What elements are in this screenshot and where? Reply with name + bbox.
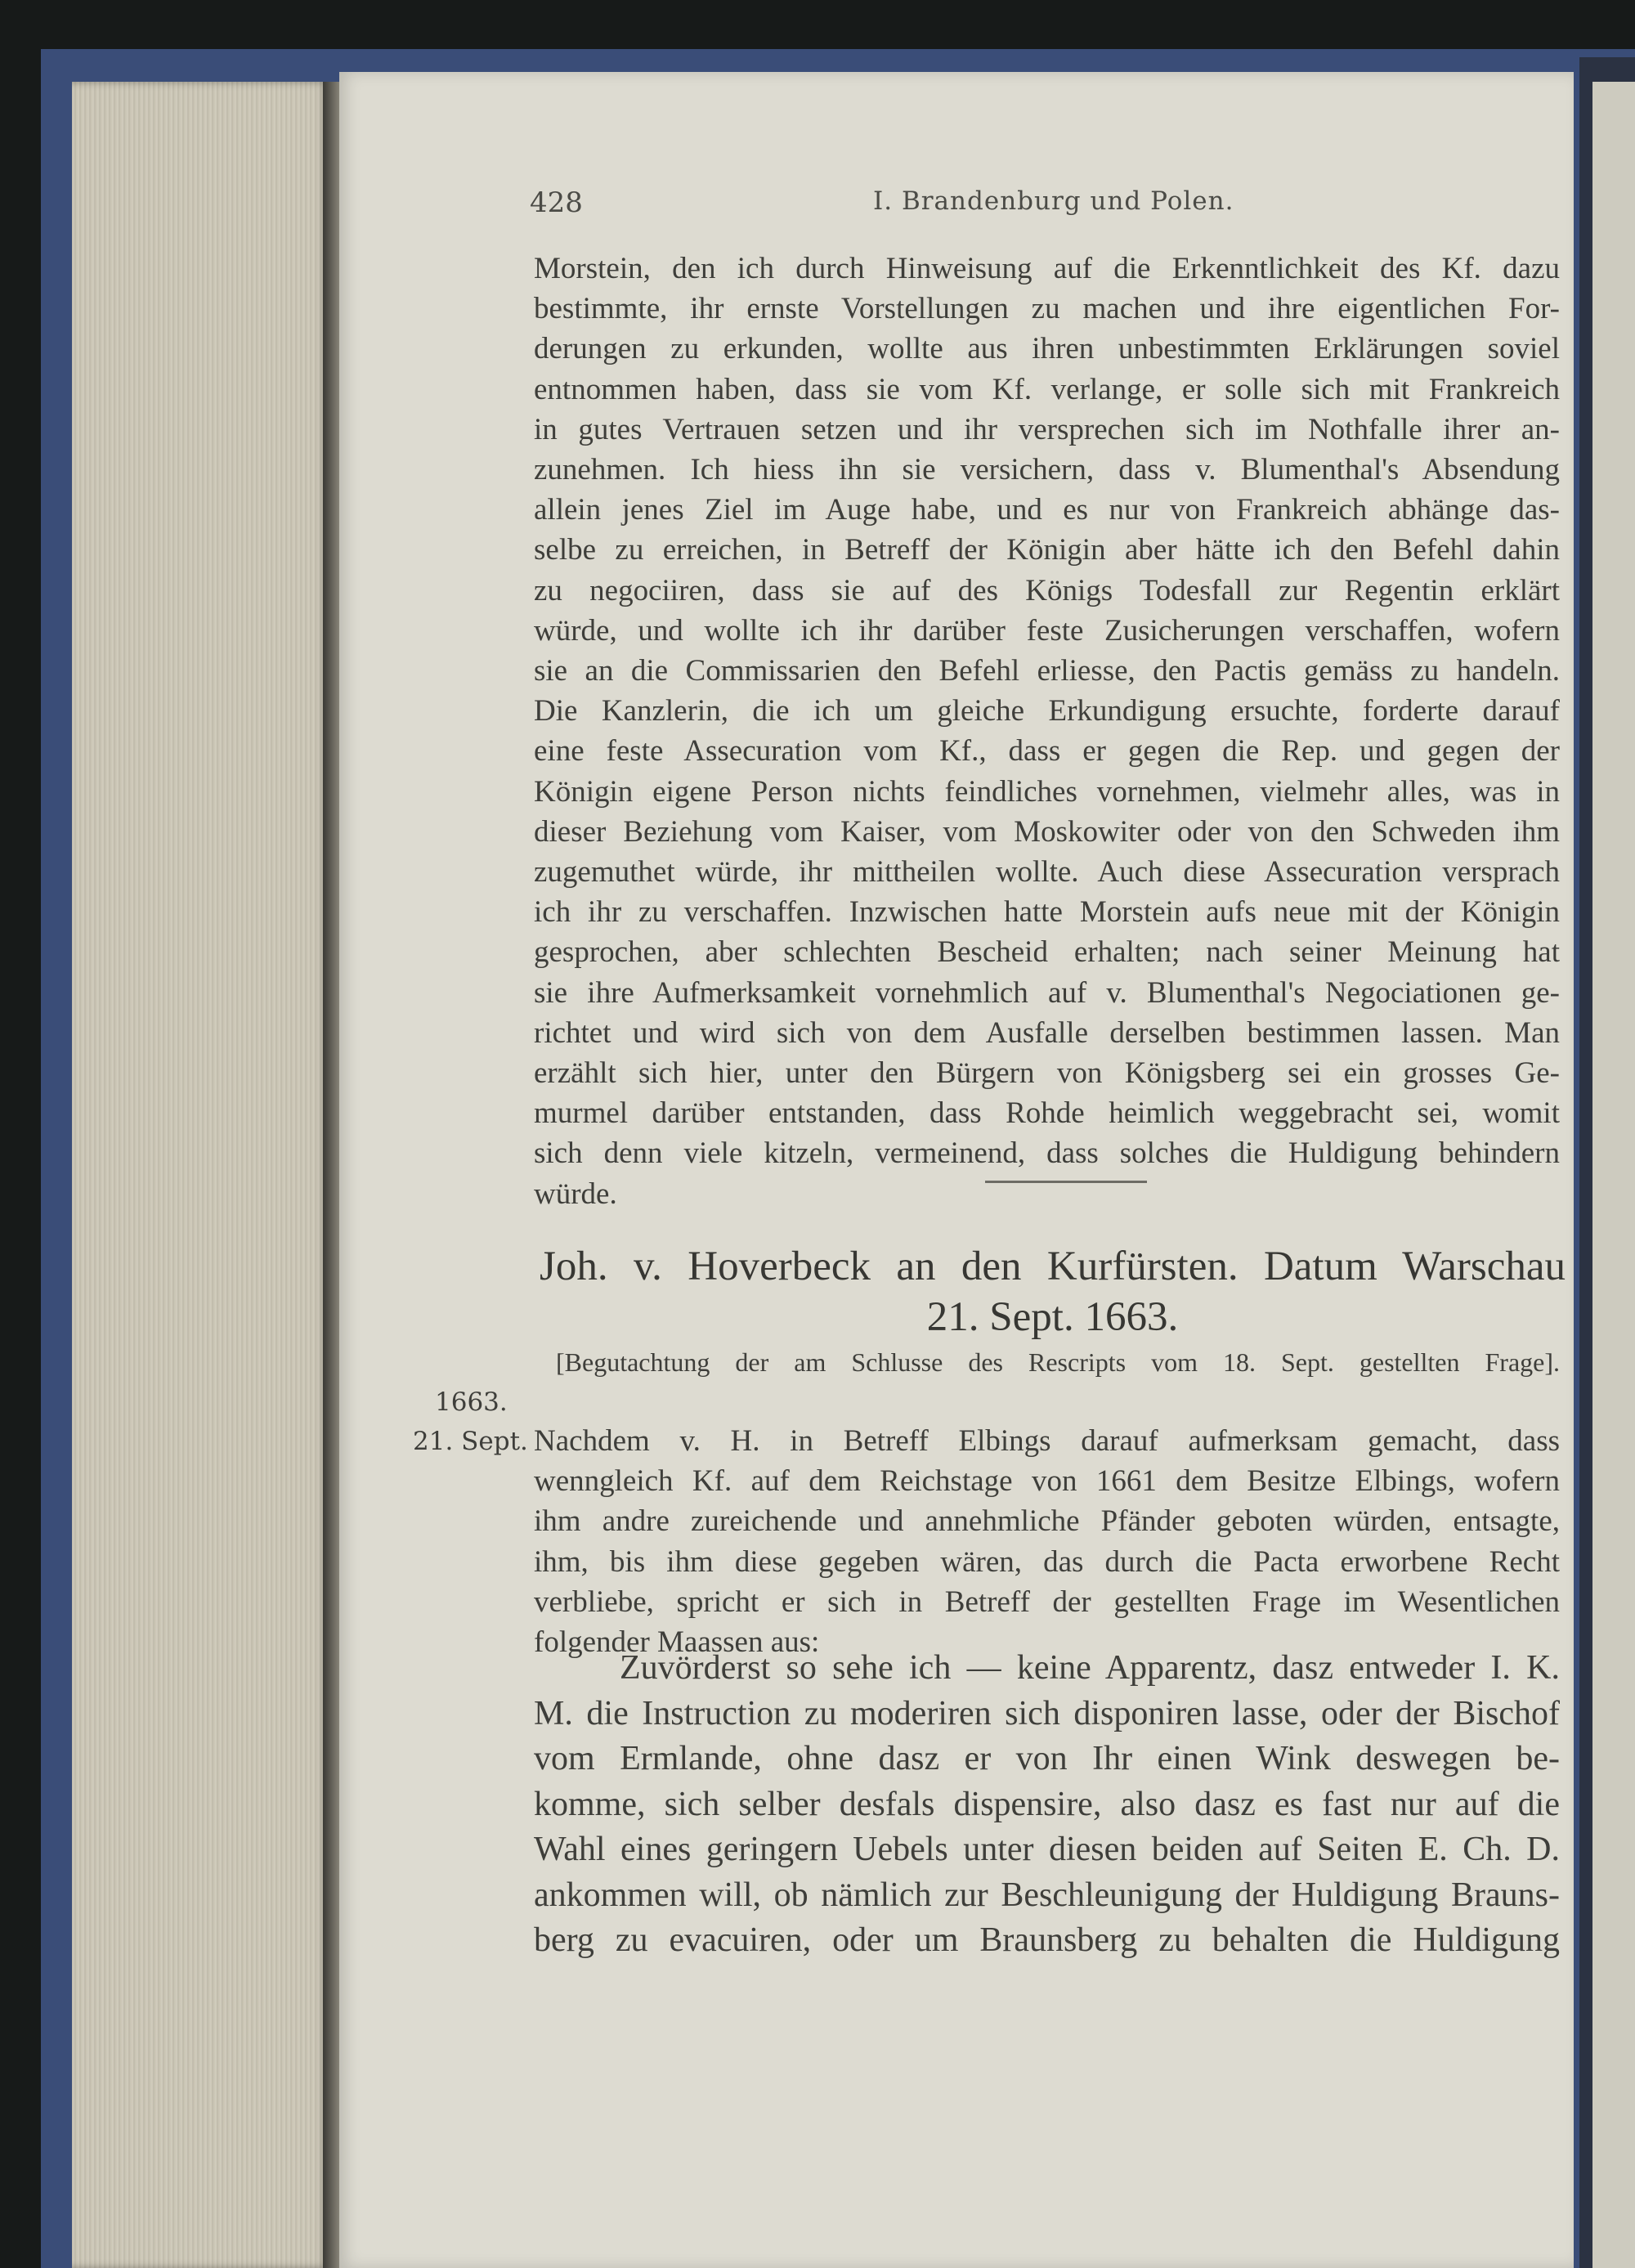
text-line: derungen zu erkunden, wollte aus ihren unbestimmten Erklärungen soviel: [534, 332, 1560, 366]
text-line: wenngleich Kf. auf dem Reichstage von 1661 dem Besitze Elbings, wofern: [534, 1464, 1560, 1499]
running-title: I. Brandenburg und Polen.: [873, 186, 1234, 216]
document-heading: [540, 1241, 1566, 1342]
text-line: würde.: [534, 1177, 617, 1211]
text-line: entnommen haben, dass sie vom Kf. verlange, er solle sich mit Frankreich: [534, 372, 1560, 406]
text-line: Zuvörderst so sehe ich — keine Apparentz, dasz entweder I. K.: [620, 1649, 1560, 1687]
text-line: würde, und wollte ich ihr darüber feste Zusicherungen verschaffen, wofern: [534, 613, 1560, 648]
text-line: sie an die Commissarien den Befehl erliesse, den Pactis gemäss zu handeln.: [534, 654, 1560, 688]
text-line: allein jenes Ziel im Auge habe, und es nur von Frankreich abhänge das-: [534, 493, 1560, 527]
margin-note-date: 21. Sept.: [413, 1427, 528, 1456]
text-line: Königin eigene Person nichts feindliches vornehmen, vielmehr alles, was in: [534, 774, 1560, 809]
text-line: dieser Beziehung vom Kaiser, vom Moskowiter oder von den Schweden ihm: [534, 814, 1560, 849]
document-title-line-1: Joh. v. Hoverbeck an den Kurfürsten. Datum Warschau: [540, 1244, 1566, 1289]
text-line: ihm andre zureichende und annehmliche Pfänder geboten würden, entsagte,: [534, 1504, 1560, 1539]
page-number: 428: [530, 186, 583, 219]
text-line: ich ihr zu verschaffen. Inzwischen hatte Morstein aufs neue mit der Königin: [534, 895, 1560, 930]
text-line: Nachdem v. H. in Betreff Elbings darauf aufmerksam gemacht, dass: [534, 1424, 1560, 1458]
text-line: erzählt sich hier, unter den Bürgern von Königsberg sei ein grosses Ge-: [534, 1056, 1560, 1091]
quoted-letter-text: [534, 1646, 1560, 1964]
page-header: [0, 186, 1635, 227]
text-line: komme, sich selber desfals dispensire, also dasz es fast nur auf die: [534, 1785, 1560, 1823]
facing-page-edge: [1592, 82, 1635, 2268]
text-line: berg zu evacuiren, oder um Braunsberg zu behalten die Huldigung: [534, 1921, 1560, 1959]
text-line: murmel darüber entstanden, dass Rohde heimlich weggebracht sei, womit: [534, 1096, 1560, 1131]
text-line: sie ihre Aufmerksamkeit vornehmlich auf v. Blumenthal's Negociationen ge-: [534, 975, 1560, 1010]
text-line: eine feste Assecuration vom Kf., dass er gegen die Rep. und gegen der: [534, 734, 1560, 769]
text-line: zunehmen. Ich hiess ihn sie versichern, dass v. Blumenthal's Absendung: [534, 453, 1560, 487]
text-line: richtet und wird sich von dem Ausfalle derselben bestimmen lassen. Man: [534, 1015, 1560, 1050]
document-summary: [Begutachtung der am Schlusse des Rescripts vom 18. Sept. gestellten Frage].: [556, 1347, 1560, 1377]
text-line: in gutes Vertrauen setzen und ihr versprechen sich im Nothfalle ihrer an-: [534, 412, 1560, 446]
text-line: bestimmte, ihr ernste Vorstellungen zu machen und ihre eigentlichen For-: [534, 292, 1560, 326]
text-line: Die Kanzlerin, die ich um gleiche Erkundigung ersuchte, forderte darauf: [534, 694, 1560, 728]
text-line: folgender Maassen aus:: [534, 1625, 820, 1660]
text-line: Wahl eines geringern Uebels unter diesen beiden auf Seiten E. Ch. D.: [534, 1831, 1560, 1868]
text-line: selbe zu erreichen, in Betreff der Königin aber hätte ich den Befehl dahin: [534, 533, 1560, 567]
margin-note-year: 1663.: [435, 1387, 508, 1417]
text-line: Morstein, den ich durch Hinweisung auf die Erkenntlichkeit des Kf. dazu: [534, 252, 1560, 285]
text-line: gesprochen, aber schlechten Bescheid erhalten; nach seiner Meinung hat: [534, 935, 1560, 970]
text-line: verbliebe, spricht er sich in Betreff der gestellten Frage im Wesentlichen: [534, 1584, 1560, 1619]
text-line: ankommen will, ob nämlich zur Beschleunigung der Huldigung Brauns-: [534, 1876, 1560, 1914]
page-block-edge: [72, 82, 329, 2268]
section-divider: [985, 1181, 1147, 1183]
text-line: vom Ermlande, ohne dasz er von Ihr einen Wink deswegen be-: [534, 1740, 1560, 1777]
gutter-shadow: [323, 82, 341, 2268]
abstract-paragraph: [534, 1421, 1560, 1662]
text-line: sich denn viele kitzeln, vermeinend, dass solches die Huldigung behindern: [534, 1136, 1560, 1171]
body-paragraph: [534, 249, 1560, 1214]
text-line: zu negociiren, dass sie auf des Königs Todesfall zur Regentin erklärt: [534, 573, 1560, 607]
document-title-line-2: 21. Sept. 1663.: [926, 1294, 1179, 1340]
text-line: zugemuthet würde, ihr mittheilen wollte. Auch diese Assecuration versprach: [534, 855, 1560, 890]
text-line: ihm, bis ihm diese gegeben wären, das durch die Pacta erworbene Recht: [534, 1544, 1560, 1579]
text-line: M. die Instruction zu moderiren sich disponiren lasse, oder der Bischof: [534, 1694, 1560, 1732]
